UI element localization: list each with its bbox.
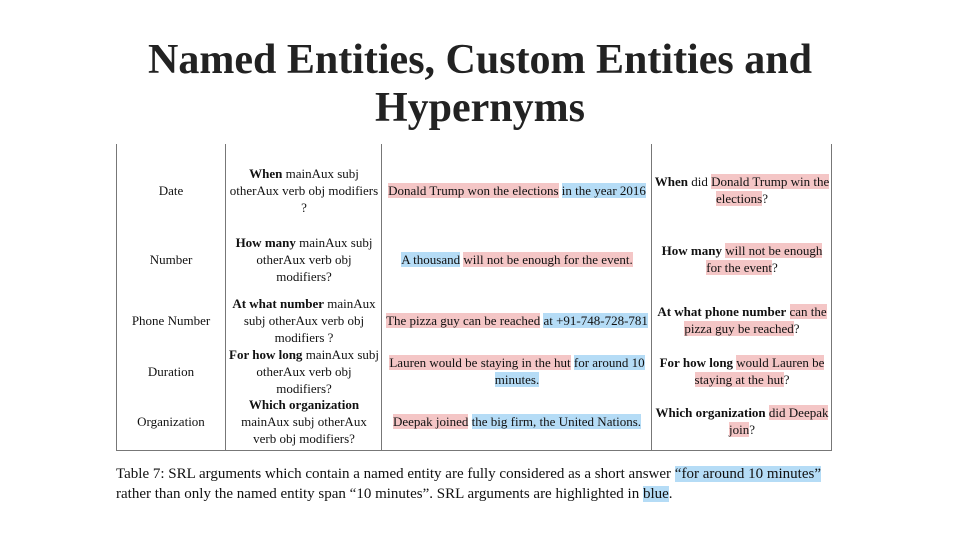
- srl-table: [116, 144, 832, 451]
- table-row: [117, 344, 831, 398]
- question-cell: At what phone number can the pizza guy be reached?: [657, 304, 827, 336]
- entity-type-cell: Phone Number: [131, 312, 211, 328]
- table-row: [117, 292, 831, 348]
- template-cell: How many mainAux subj otherAux verb obj modifiers?: [235, 234, 373, 284]
- example-cell: Lauren would be staying in the hut for around 10 minutes.: [389, 355, 645, 387]
- template-cell: At what number mainAux subj otherAux verb obj modifiers ?: [232, 295, 376, 345]
- example-cell: The pizza guy can be reached at +91-748-728-781: [386, 312, 648, 328]
- template-cell: For how long mainAux subj otherAux verb obj modifiers?: [229, 346, 379, 396]
- question-cell: How many will not be enough for the event?: [661, 243, 823, 275]
- entity-type-cell: Number: [149, 251, 193, 267]
- title-line-1: Named Entities, Custom Entities and: [148, 37, 812, 83]
- example-cell: A thousand will not be enough for the event.: [401, 251, 633, 267]
- entity-type-cell: Duration: [147, 363, 195, 379]
- table-row: [117, 396, 831, 446]
- example-cell: Donald Trump won the elections in the year 2016: [388, 182, 646, 198]
- caption-highlight: blue: [642, 486, 669, 502]
- table-caption: Table 7: SRL arguments which contain a named entity are fully considered as a short answer “for around 10 minutes” rather than only the named entity span “10 minutes”. SRL arguments are highlighted in blue.: [116, 466, 822, 502]
- template-cell: Which organization mainAux subj otherAux verb obj modifiers?: [241, 396, 367, 446]
- table-row: [117, 224, 831, 294]
- table-row: [117, 154, 831, 226]
- title-line-2: Hypernyms: [375, 85, 585, 131]
- slide-title: [0, 36, 960, 132]
- template-cell: When mainAux subj otherAux verb obj modifiers ?: [229, 165, 379, 215]
- question-cell: When did Donald Trump win the elections?: [654, 174, 830, 206]
- entity-type-cell: Date: [158, 182, 184, 198]
- caption-highlight: “for around 10 minutes”: [674, 466, 822, 482]
- example-cell: Deepak joined the big firm, the United Nations.: [392, 413, 642, 429]
- question-cell: Which organization did Deepak join?: [655, 405, 829, 437]
- entity-type-cell: Organization: [137, 413, 205, 429]
- question-cell: For how long would Lauren be staying at the hut?: [659, 355, 825, 387]
